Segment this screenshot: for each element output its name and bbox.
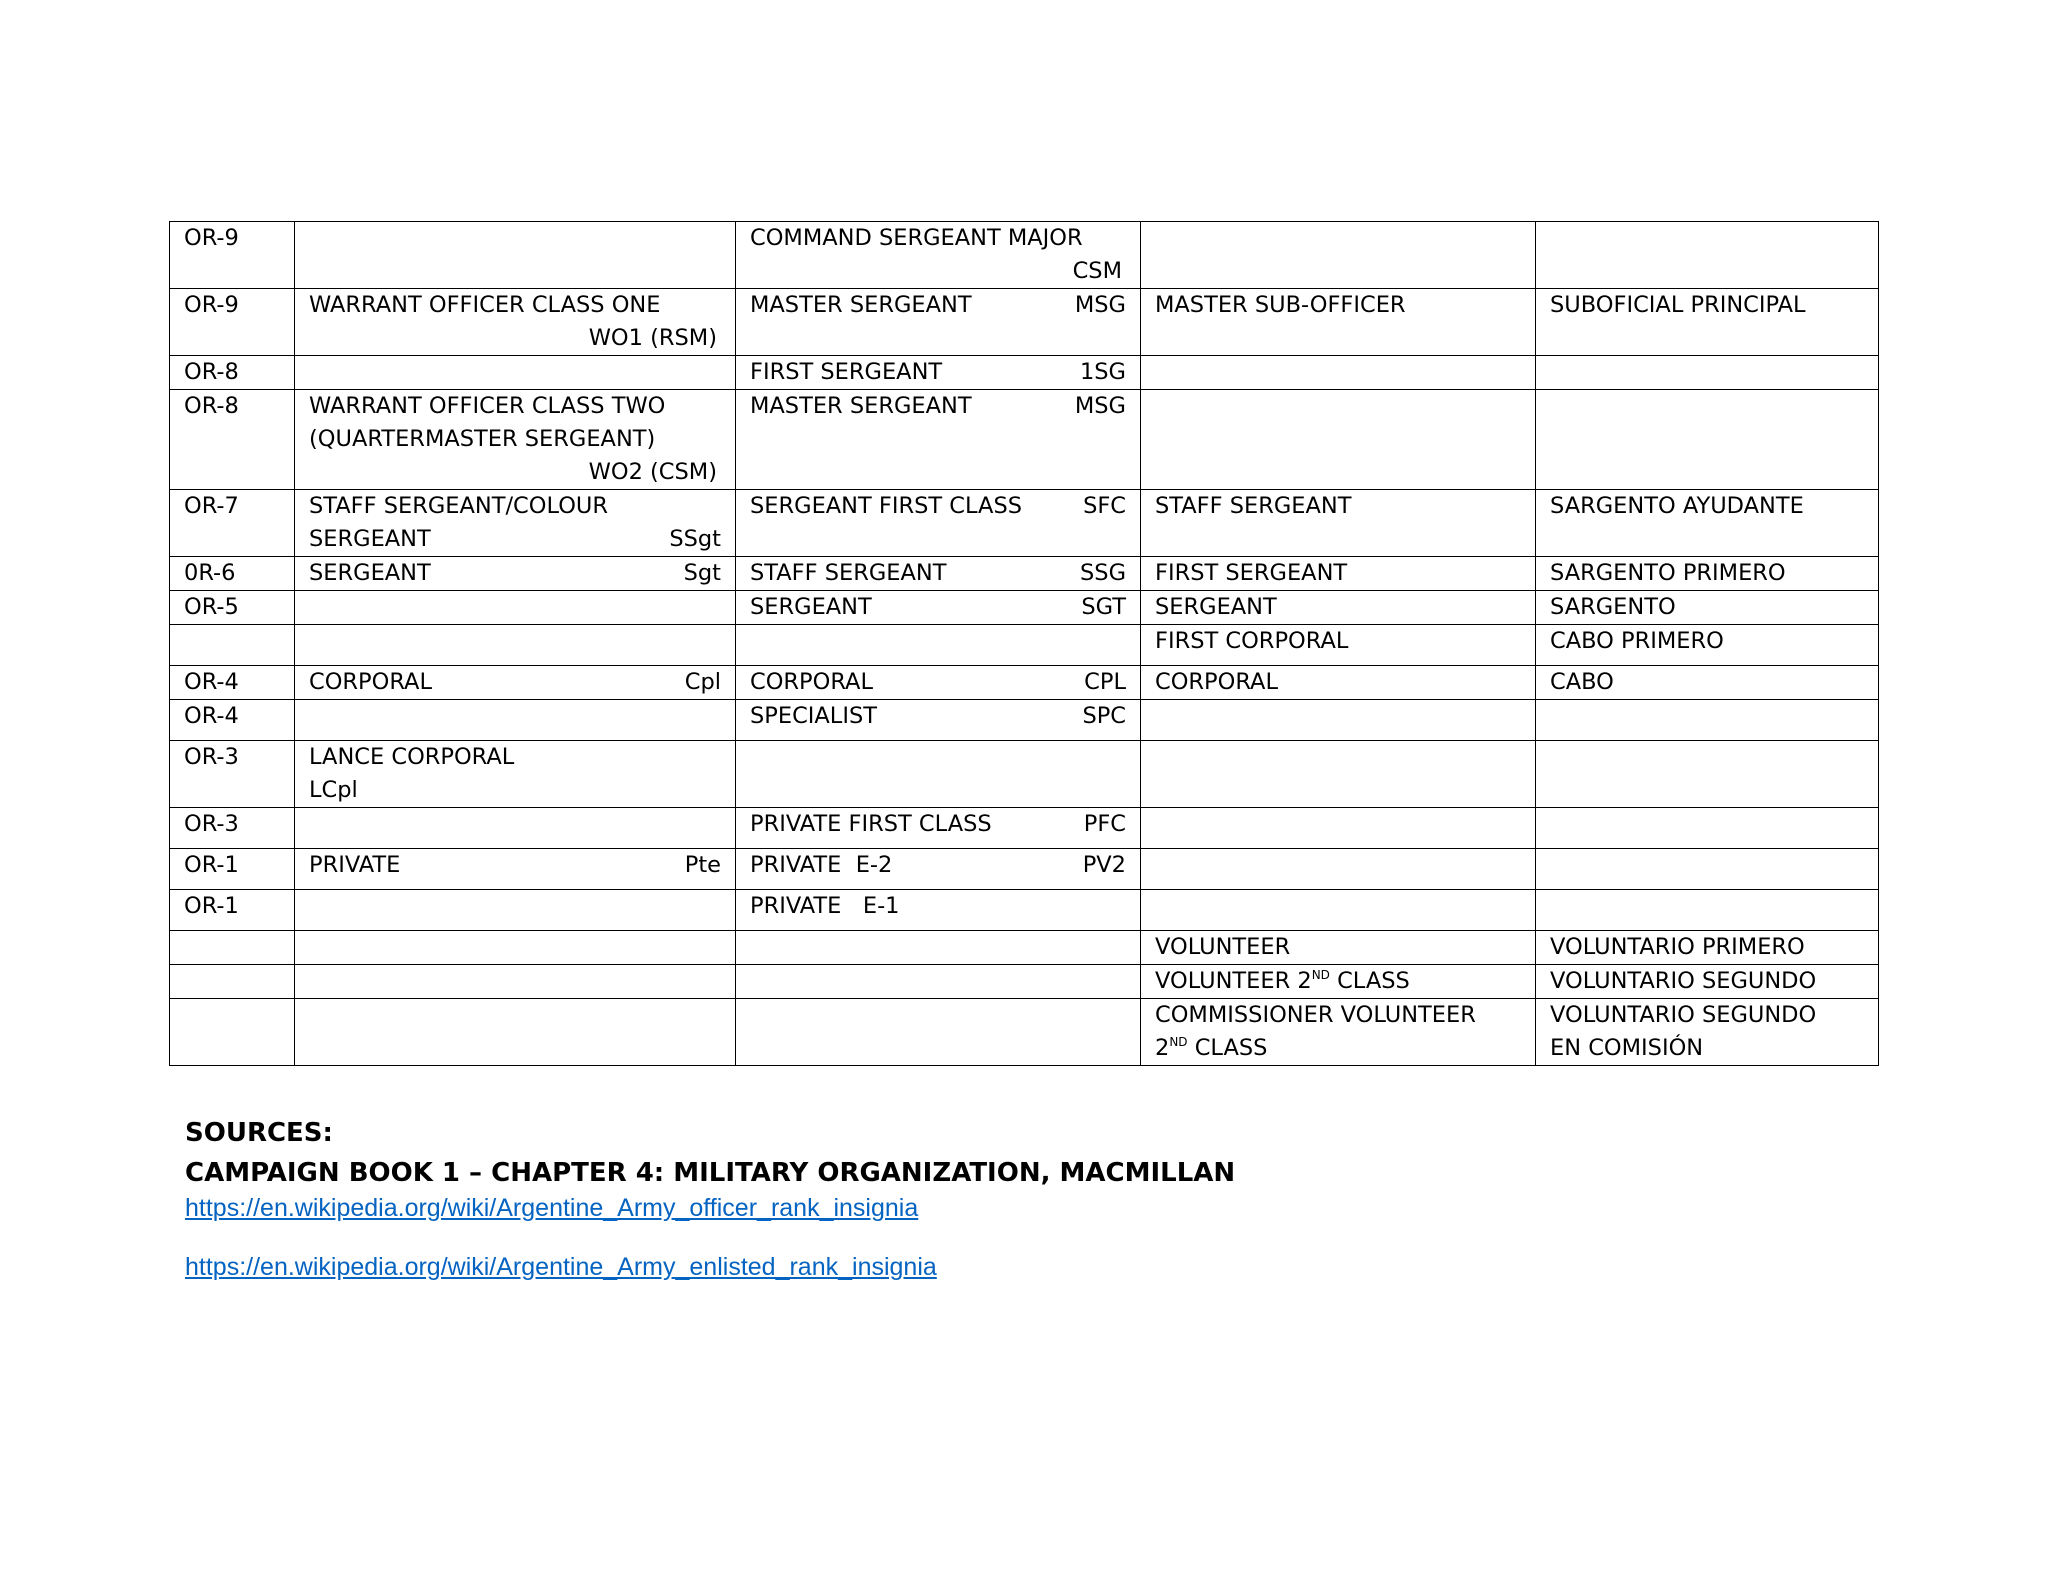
uk-rank-cell	[295, 625, 736, 666]
us-rank-cell	[736, 931, 1141, 965]
source-link-officer-insignia[interactable]: https://en.wikipedia.org/wiki/Argentine_Army_officer_rank_insignia	[185, 1194, 919, 1222]
us-rank-cell	[736, 999, 1141, 1066]
us-rank-name: PRIVATE E-2	[750, 852, 893, 878]
uk-rank-name: SERGEANT	[309, 560, 431, 586]
ar-rank-cell: CORPORAL	[1141, 666, 1536, 700]
es-rank-cell	[1536, 890, 1879, 931]
table-row	[170, 490, 1879, 557]
us-rank-cell	[736, 965, 1141, 999]
es-rank-cell: VOLUNTARIO PRIMERO	[1536, 931, 1879, 965]
uk-rank-cell	[295, 965, 736, 999]
uk-rank-abbr: Pte	[684, 852, 721, 878]
es-rank-cell	[1536, 741, 1879, 808]
es-rank-cell: SARGENTO AYUDANTE	[1536, 490, 1879, 557]
es-rank-cell: VOLUNTARIO SEGUNDO	[1536, 965, 1879, 999]
uk-rank-cell	[295, 700, 736, 741]
sources-section	[185, 1113, 1885, 1282]
uk-rank-abbr: Cpl	[684, 669, 721, 695]
table-row	[170, 591, 1879, 625]
table-row	[170, 965, 1879, 999]
uk-rank-name-line2: (QUARTERMASTER SERGEANT)	[309, 426, 656, 452]
sources-heading: SOURCES:	[185, 1118, 333, 1148]
uk-rank-abbr: SSgt	[669, 526, 721, 552]
ordinal-suffix: ND	[1311, 968, 1330, 982]
uk-rank-cell	[295, 557, 736, 591]
us-rank-cell	[736, 591, 1141, 625]
uk-rank-cell	[295, 591, 736, 625]
us-rank-name: SPECIALIST	[750, 703, 878, 729]
us-rank-abbr: SFC	[1083, 493, 1126, 519]
nato-code-cell: OR-3	[170, 808, 295, 849]
us-rank-cell	[736, 289, 1141, 356]
us-rank-abbr: PV2	[1082, 852, 1126, 878]
us-rank-name: CORPORAL	[750, 669, 873, 695]
es-rank-cell	[1536, 999, 1879, 1066]
ar-rank-cell	[1141, 700, 1536, 741]
table-row	[170, 666, 1879, 700]
us-rank-name: SERGEANT FIRST CLASS	[750, 493, 1023, 519]
us-rank-cell	[736, 222, 1141, 289]
table-row	[170, 741, 1879, 808]
uk-rank-cell	[295, 741, 736, 808]
uk-rank-abbr: WO1 (RSM)	[588, 325, 717, 351]
table-row	[170, 390, 1879, 490]
us-rank-name: COMMAND SERGEANT MAJOR	[750, 225, 1083, 251]
uk-rank-cell	[295, 390, 736, 490]
us-rank-name: SERGEANT	[750, 594, 872, 620]
table-row	[170, 808, 1879, 849]
table-row	[170, 356, 1879, 390]
es-rank-cell: SARGENTO PRIMERO	[1536, 557, 1879, 591]
us-rank-abbr: 1SG	[1079, 359, 1126, 385]
ar-rank-name: COMMISSIONER VOLUNTEER	[1155, 1002, 1476, 1028]
uk-rank-name: PRIVATE	[309, 852, 401, 878]
ar-rank-cell	[1141, 222, 1536, 289]
us-rank-name: MASTER SERGEANT	[750, 393, 972, 419]
ar-rank-cell: SERGEANT	[1141, 591, 1536, 625]
table-row	[170, 890, 1879, 931]
us-rank-abbr: SSG	[1080, 560, 1126, 586]
nato-code-cell: OR-4	[170, 700, 295, 741]
es-rank-cell	[1536, 222, 1879, 289]
nato-code-cell	[170, 931, 295, 965]
ar-rank-cell	[1141, 965, 1536, 999]
ar-rank-cell	[1141, 390, 1536, 490]
table-row	[170, 557, 1879, 591]
uk-rank-name: CORPORAL	[309, 669, 432, 695]
es-rank-name: VOLUNTARIO SEGUNDO	[1550, 1002, 1817, 1028]
us-rank-cell	[736, 625, 1141, 666]
uk-rank-abbr: Sgt	[683, 560, 721, 586]
us-rank-cell	[736, 849, 1141, 890]
es-rank-cell: CABO PRIMERO	[1536, 625, 1879, 666]
nato-code-cell: OR-1	[170, 849, 295, 890]
sources-book-citation: CAMPAIGN BOOK 1 – CHAPTER 4: MILITARY ORGANIZATION, MACMILLAN	[185, 1158, 1236, 1188]
table-row	[170, 289, 1879, 356]
uk-rank-cell	[295, 666, 736, 700]
nato-code-cell: OR-8	[170, 356, 295, 390]
table-row	[170, 222, 1879, 289]
es-rank-cell: SARGENTO	[1536, 591, 1879, 625]
us-rank-cell	[736, 890, 1141, 931]
ar-rank-cell: FIRST SERGEANT	[1141, 557, 1536, 591]
uk-rank-cell	[295, 222, 736, 289]
es-rank-cell	[1536, 356, 1879, 390]
ar-rank-name-suffix: CLASS	[1187, 1035, 1268, 1061]
us-rank-cell	[736, 666, 1141, 700]
us-rank-cell	[736, 356, 1141, 390]
nato-code-cell: OR-9	[170, 222, 295, 289]
nato-code-cell: 0R-6	[170, 557, 295, 591]
uk-rank-cell	[295, 931, 736, 965]
es-rank-cell	[1536, 849, 1879, 890]
us-rank-cell	[736, 490, 1141, 557]
us-rank-abbr: PFC	[1083, 811, 1126, 837]
es-rank-name-line2: EN COMISIÓN	[1550, 1035, 1704, 1061]
us-rank-name: PRIVATE E-1	[750, 893, 900, 919]
ar-rank-cell	[1141, 849, 1536, 890]
source-link-enlisted-insignia[interactable]: https://en.wikipedia.org/wiki/Argentine_Army_enlisted_rank_insignia	[185, 1253, 937, 1281]
us-rank-abbr: SGT	[1081, 594, 1126, 620]
us-rank-name: FIRST SERGEANT	[750, 359, 943, 385]
ordinal-suffix: ND	[1169, 1035, 1188, 1049]
ar-rank-cell	[1141, 890, 1536, 931]
us-rank-abbr: MSG	[1074, 393, 1126, 419]
ar-rank-name-line2: 2	[1155, 1035, 1170, 1061]
uk-rank-name: WARRANT OFFICER CLASS TWO	[309, 393, 666, 419]
table-row	[170, 625, 1879, 666]
uk-rank-cell	[295, 849, 736, 890]
es-rank-cell	[1536, 808, 1879, 849]
uk-rank-cell	[295, 808, 736, 849]
nato-code-cell: OR-1	[170, 890, 295, 931]
table-row	[170, 931, 1879, 965]
us-rank-abbr: SPC	[1082, 703, 1126, 729]
us-rank-cell	[736, 390, 1141, 490]
table-row	[170, 999, 1879, 1066]
uk-rank-name: LANCE CORPORAL	[309, 744, 515, 770]
uk-rank-abbr: WO2 (CSM)	[588, 459, 717, 485]
es-rank-cell	[1536, 390, 1879, 490]
nato-code-cell: OR-3	[170, 741, 295, 808]
ar-rank-cell: VOLUNTEER	[1141, 931, 1536, 965]
uk-rank-cell	[295, 890, 736, 931]
us-rank-name: STAFF SERGEANT	[750, 560, 947, 586]
nato-code-cell	[170, 999, 295, 1066]
uk-rank-cell	[295, 289, 736, 356]
ar-rank-cell	[1141, 741, 1536, 808]
uk-rank-name: WARRANT OFFICER CLASS ONE	[309, 292, 661, 318]
nato-code-cell: OR-5	[170, 591, 295, 625]
ar-rank-cell: STAFF SERGEANT	[1141, 490, 1536, 557]
nato-code-cell: OR-9	[170, 289, 295, 356]
ar-rank-name-suffix: CLASS	[1329, 968, 1410, 994]
us-rank-abbr: MSG	[1074, 292, 1126, 318]
us-rank-cell	[736, 557, 1141, 591]
us-rank-name: PRIVATE FIRST CLASS	[750, 811, 992, 837]
uk-rank-cell	[295, 999, 736, 1066]
uk-rank-cell	[295, 356, 736, 390]
us-rank-cell	[736, 741, 1141, 808]
table-row	[170, 700, 1879, 741]
nato-code-cell: OR-4	[170, 666, 295, 700]
nato-code-cell	[170, 965, 295, 999]
nato-code-cell	[170, 625, 295, 666]
us-rank-cell	[736, 700, 1141, 741]
ar-rank-cell	[1141, 808, 1536, 849]
nato-code-cell: OR-8	[170, 390, 295, 490]
us-rank-name: MASTER SERGEANT	[750, 292, 972, 318]
table-row	[170, 849, 1879, 890]
uk-rank-name-line2: SERGEANT	[309, 526, 431, 552]
us-rank-abbr: CPL	[1084, 669, 1126, 695]
uk-rank-abbr: LCpl	[309, 777, 358, 803]
rank-comparison-table	[169, 221, 1879, 1066]
ar-rank-cell	[1141, 356, 1536, 390]
ar-rank-name: VOLUNTEER 2	[1155, 968, 1312, 994]
nato-code-cell: OR-7	[170, 490, 295, 557]
ar-rank-cell: MASTER SUB-OFFICER	[1141, 289, 1536, 356]
us-rank-abbr: CSM	[1072, 258, 1122, 284]
es-rank-cell: CABO	[1536, 666, 1879, 700]
us-rank-cell	[736, 808, 1141, 849]
uk-rank-cell	[295, 490, 736, 557]
ar-rank-cell	[1141, 999, 1536, 1066]
ar-rank-cell: FIRST CORPORAL	[1141, 625, 1536, 666]
es-rank-cell: SUBOFICIAL PRINCIPAL	[1536, 289, 1879, 356]
es-rank-cell	[1536, 700, 1879, 741]
uk-rank-name: STAFF SERGEANT/COLOUR	[309, 493, 609, 519]
